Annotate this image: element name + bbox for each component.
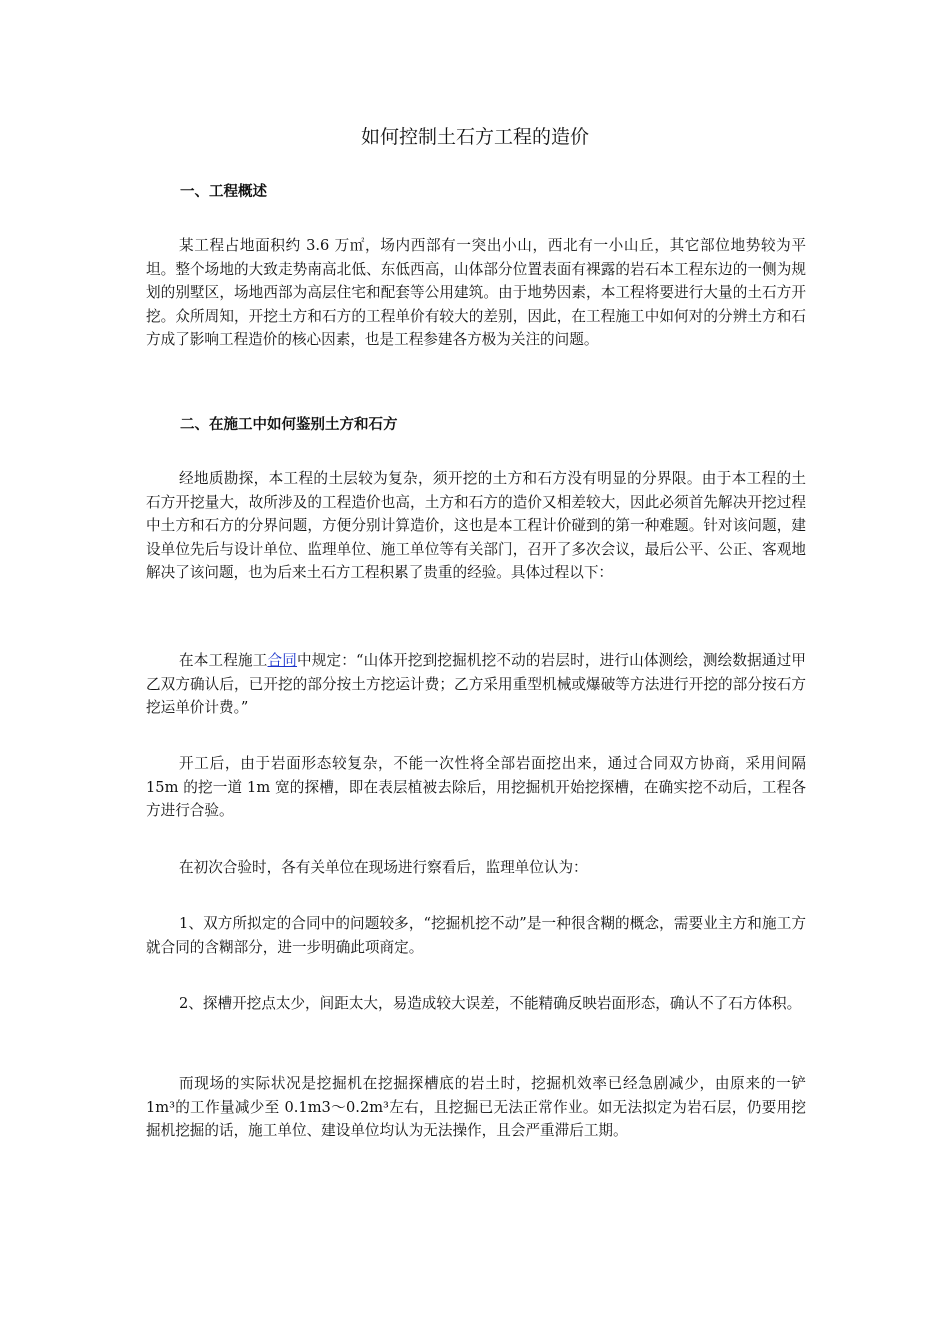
section-2-paragraph-7: 而现场的实际状况是挖掘机在挖掘探槽底的岩土时，挖掘机效率已经急剧减少，由原来的一铲 1m³的工作量减少至 0.1m3～0.2m³左右，且挖掘已无法正常作业。如无法拟定为岩石层，仍要用挖掘机挖掘的话，施工单位、建设单位均认为无法操作，且会严重滞后工期。 (146, 1075, 806, 1140)
section-2-paragraph-6: 2、探槽开挖点太少，间距太大，易造成较大误差，不能精确反映岩面形态，确认不了石方体积。 (179, 995, 802, 1012)
paragraph-text-before-link: 在本工程施工 (179, 652, 268, 669)
paragraph-text-after-link: 中规定：“山体开挖到挖掘机挖不动的岩层时，进行山体测绘，测绘数据通过甲乙双方确认后，已开挖的部分按土方挖运计费；乙方采用重型机械或爆破等方法进行开挖的部分按石方挖运单价计费。” (146, 652, 806, 717)
section-2-paragraph-5: 1、双方所拟定的合同中的问题较多，“挖掘机挖不动”是一种很含糊的概念，需要业主方和施工方就合同的含糊部分，进一步明确此项商定。 (146, 915, 806, 956)
section-1-heading: 一、工程概述 (180, 184, 267, 200)
section-2-heading: 二、在施工中如何鉴别土方和石方 (180, 417, 398, 433)
section-2-paragraph-2 (146, 649, 806, 720)
section-1-paragraph-1: 某工程占地面积约 3.6 万㎡，场内西部有一突出小山，西北有一小山丘，其它部位地势较为平坦。整个场地的大致走势南高北低、东低西高，山体部分位置表面有裸露的岩石本工程东边的一侧为规划的别墅区，场地西部为高层住宅和配套等公用建筑。由于地势因素，本工程将要进行大量的土石方开挖。众所周知，开挖土方和石方的工程单价有较大的差别，因此，在工程施工中如何对的分辨土方和石方成了影响工程造价的核心因素，也是工程参建各方极为关注的问题。 (146, 237, 806, 349)
section-2-paragraph-1: 经地质勘探，本工程的土层较为复杂，须开挖的土方和石方没有明显的分界限。由于本工程的土石方开挖量大，故所涉及的工程造价也高，土方和石方的造价又相差较大，因此必须首先解决开挖过程中土方和石方的分界问题，方便分别计算造价，这也是本工程计价碰到的第一种难题。针对该问题，建设单位先后与设计单位、监理单位、施工单位等有关部门，召开了多次会议，最后公平、公正、客观地解决了该问题，也为后来土石方工程积累了贵重的经验。具体过程以下： (146, 470, 806, 582)
section-2-paragraph-4: 在初次合验时，各有关单位在现场进行察看后，监理单位认为： (179, 859, 588, 876)
contract-link[interactable]: 合同 (267, 652, 298, 669)
document-title: 如何控制土石方工程的造价 (360, 126, 589, 148)
section-2-paragraph-3: 开工后，由于岩面形态较复杂，不能一次性将全部岩面挖出来，通过合同双方协商，采用间隔 15m 的挖一道 1m 宽的探槽，即在表层植被去除后，用挖掘机开始挖探槽，在确实挖不动后，工程各方进行合验。 (146, 755, 806, 820)
